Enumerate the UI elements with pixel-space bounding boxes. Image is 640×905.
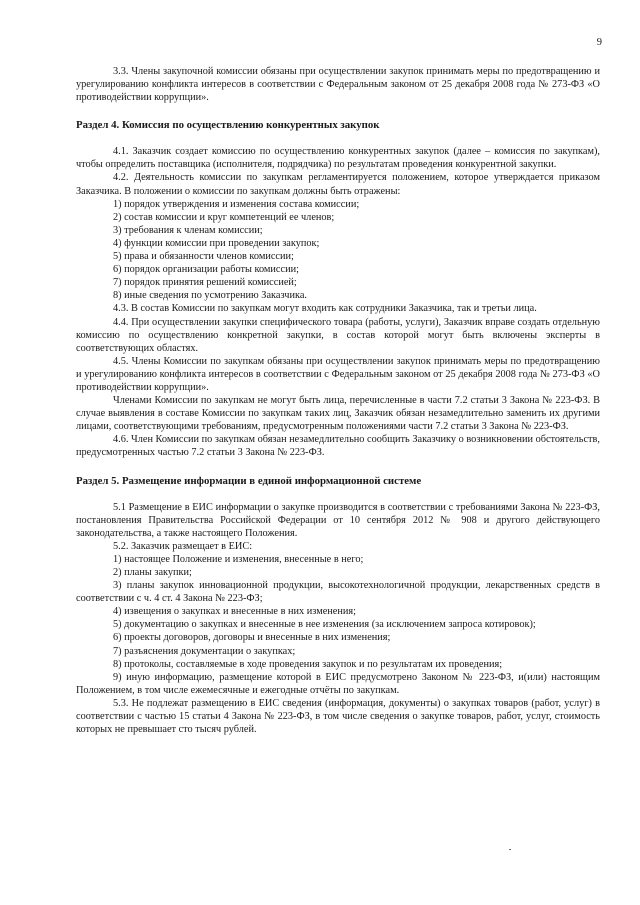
list-item: 4) функции комиссии при проведении закупок;	[113, 237, 320, 249]
page-number: 9	[596, 37, 602, 48]
list-item: 6) порядок организации работы комиссии;	[113, 264, 299, 276]
paragraph-4-4: 4.4. При осуществлении закупки специфического товара (работы, услуги), Заказчик вправе создать отдельную комиссию по осуществлению конкретной закупки, в состав которой могут быть включены эксперты в соответствующих областях.	[76, 316, 600, 354]
list-item: 7) разъяснения документации о закупках;	[113, 645, 296, 657]
paragraph-5-3: 5.3. Не подлежат размещению в ЕИС сведения (информация, документы) о закупках товаров (работ, услуг) в соответствии с частью 15 статьи 4 Закона № 223-ФЗ, в том числе сведения о закупке товаров, работ, услуг, стоимость которых не превышает сто тысяч рублей.	[76, 697, 600, 736]
section-5-heading: Раздел 5. Размещение информации в единой информационной системе	[76, 474, 422, 487]
paragraph-4-5-continued: Членами Комиссии по закупкам не могут быть лица, перечисленные в части 7.2 статьи 3 Закона № 223-ФЗ. В случае выявления в составе Комиссии по закупкам таких лиц, Заказчик обязан незамедлительно заменить их другими лицами, соответствующими требованиям, предусмотренным положениями части 7.2 статьи 3 Закона № 223-ФЗ.	[76, 395, 600, 433]
list-item: 3) требования к членам комиссии;	[113, 224, 263, 236]
list-item: 5) права и обязанности членов комиссии;	[113, 251, 294, 263]
paragraph-4-5: 4.5. Члены Комиссии по закупкам обязаны при осуществлении закупок принимать меры по предотвращению и урегулированию конфликта интересов в соответствии с Федеральным законом от 25 декабря 2008 года № 273-ФЗ «О противодействии коррупции».	[76, 355, 600, 393]
list-item: 4) извещения о закупках и внесенные в них изменения;	[113, 606, 356, 618]
list-item: 9) иную информацию, размещение которой в ЕИС предусмотрено Законом № 223-ФЗ, и(или) настоящим Положением, в том числе ежемесячные и ежегодные отчёты по закупкам.	[76, 671, 600, 696]
paragraph-4-2: 4.2. Деятельность комиссии по закупкам регламентируется положением, которое утверждается приказом Заказчика. В положении о комиссии по закупкам должны быть отражены:	[76, 172, 600, 197]
list-item: 7) порядок принятия решений комиссией;	[113, 277, 297, 289]
paragraph-5-2: 5.2. Заказчик размещает в ЕИС:	[113, 540, 253, 552]
list-item: 5) документацию о закупках и внесенные в нее изменения (за исключением запроса котировок);	[113, 619, 536, 631]
paragraph-4-1: 4.1. Заказчик создает комиссию по осуществлению конкурентных закупок (далее – комиссия по закупкам), чтобы определить поставщика (исполнителя, подрядчика) по результатам проведения конкурентной закупки.	[76, 146, 600, 171]
list-item: 3) планы закупок инновационной продукции, высокотехнологичной продукции, лекарственных средств в соответствии с ч. 4 ст. 4 Закона № 223-ФЗ;	[76, 580, 600, 605]
list-item: 8) протоколы, составляемые в ходе проведения закупок и по результатам их проведения;	[113, 658, 503, 670]
list-item: 2) состав комиссии и круг компетенций ее членов;	[113, 211, 335, 223]
scan-mark	[509, 849, 511, 850]
document-body	[76, 65, 600, 736]
paragraph-5-1: 5.1 Размещение в ЕИС информации о закупке производится в соответствии с требованиями Закона № 223-ФЗ, постановления Правительства Российской Федерации от 10 сентября 2012 № 908 и другого действующего законодательства, а также настоящего Положения.	[76, 501, 600, 539]
list-item: 6) проекты договоров, договоры и внесенные в них изменения;	[113, 632, 391, 644]
list-item: 2) планы закупки;	[113, 567, 192, 578]
section-4-heading: Раздел 4. Комиссия по осуществлению конкурентных закупок	[76, 119, 380, 132]
paragraph-4-6: 4.6. Член Комиссии по закупкам обязан незамедлительно сообщить Заказчику о возникновении обстоятельств, предусмотренных частью 7.2 статьи 3 Закона № 223-ФЗ.	[76, 434, 600, 459]
list-item: 1) настоящее Положение и изменения, внесенные в него;	[113, 553, 364, 565]
list-item: 8) иные сведения по усмотрению Заказчика.	[113, 290, 307, 302]
list-item: 1) порядок утверждения и изменения состава комиссии;	[113, 198, 360, 210]
paragraph-4-3: 4.3. В состав Комиссии по закупкам могут входить как сотрудники Заказчика, так и третьи лица.	[113, 303, 537, 315]
paragraph-3-3: 3.3. Члены закупочной комиссии обязаны при осуществлении закупок принимать меры по предотвращению и урегулированию конфликта интересов в соответствии с Федеральным законом от 25 декабря 2008 года № 273-ФЗ «О противодействии коррупции».	[76, 66, 600, 104]
